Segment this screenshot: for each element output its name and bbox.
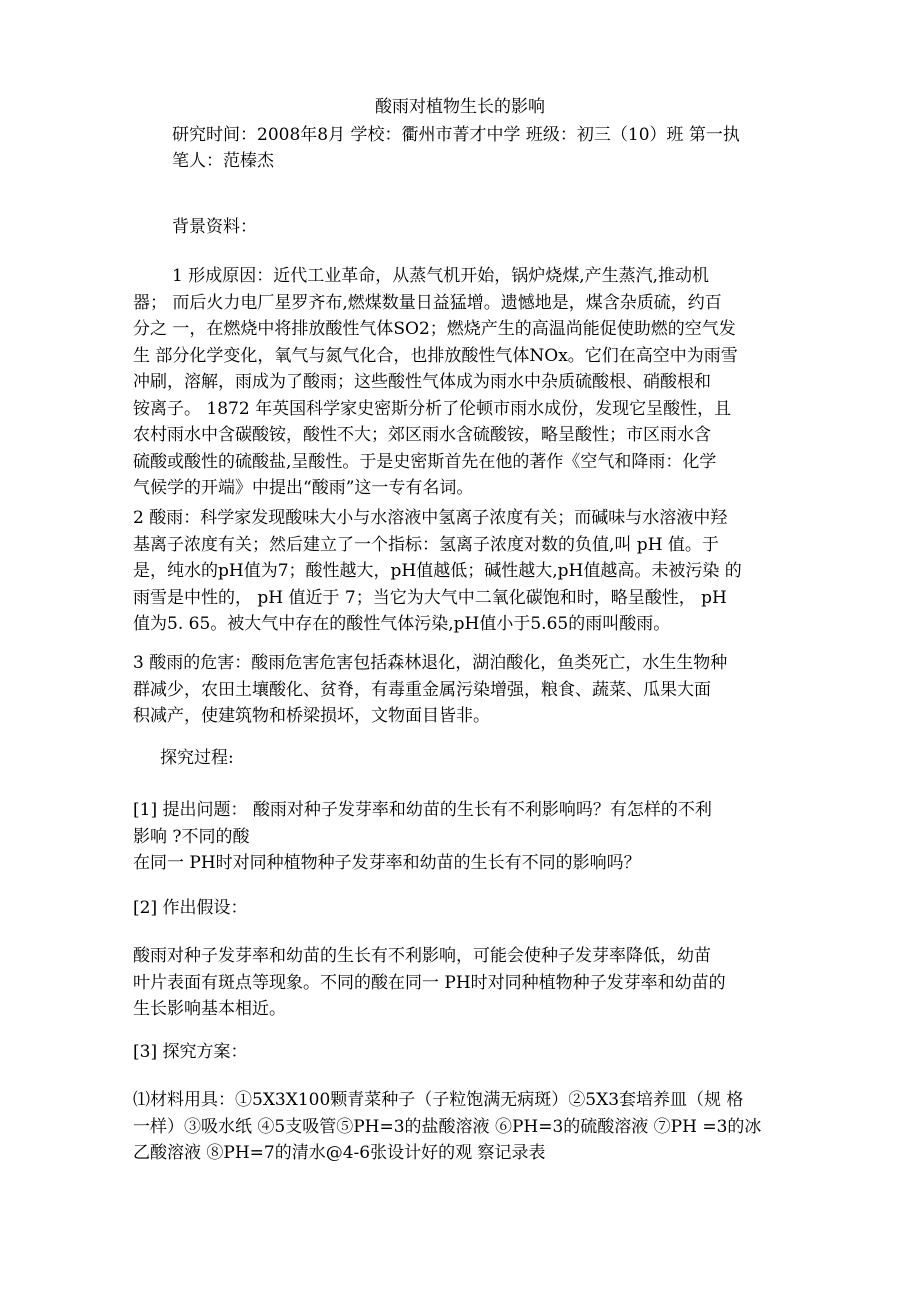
author-info-line-2: 笔人：范榛杰 (172, 151, 274, 171)
paragraph-line: 值为5. 65。被大气中存在的酸性气体污染,pH值小于5.65的雨叫酸雨。 (133, 614, 671, 634)
paragraph-line: 群减少，农田土壤酸化、贫脊，有毒重金属污染增强，粮食、蔬菜、瓜果大面 (133, 679, 711, 700)
paragraph-line: 影响 ?不同的酸 (133, 826, 250, 847)
paragraph-line: 2 酸雨：科学家发现酸味大小与水溶液中氢离子浓度有关；而碱味与水溶液中羟 (133, 508, 728, 528)
author-info-line-1: 研究时间：2008年8月 学校：衢州市菁才中学 班级：初三（10）班 第一执 (172, 125, 740, 145)
research-question-paragraph (133, 797, 793, 877)
paragraph-line: 是，纯水的pH值为7；酸性越大，pH值越低；碱性越大,pH值越高。未被污染 的 (133, 561, 742, 581)
materials-paragraph (133, 1087, 793, 1167)
paragraph-line: 基离子浓度有关；然后建立了一个指标：氢离子浓度对数的负值,叫 pH 值。于 (133, 534, 719, 555)
hypothesis-heading: [2] 作出假设： (133, 898, 248, 918)
paragraph-line: 器； 而后火力电厂星罗齐布,燃煤数量日益猛增。遗憾地是，煤含杂质硫，约百 (133, 292, 722, 313)
paragraph-line: 在同一 PH时对同种植物种子发芽率和幼苗的生长有不同的影响吗？ (133, 853, 641, 873)
process-heading: 探究过程: (160, 748, 234, 768)
paragraph-line: 铵离子。 1872 年英国科学家史密斯分析了伦顿市雨水成份，发现它呈酸性，且 (133, 398, 732, 419)
paragraph-line: 生 部分化学变化，氧气与氮气化合，也排放酸性气体NOx。它们在高空中为雨雪 (133, 345, 738, 366)
paragraph-line: 1 形成原因：近代工业革命，从蒸气机开始，锅炉烧煤,产生蒸汽,推动机 (172, 266, 710, 286)
paragraph-line: 分之 一，在燃烧中将排放酸性气体SO2；燃烧产生的高温尚能促使助燃的空气发 (133, 319, 736, 339)
paragraph-line: 冲刷，溶解，雨成为了酸雨；这些酸性气体成为雨水中杂质硫酸根、硝酸根和 (133, 372, 711, 392)
acid-rain-definition-paragraph (133, 505, 793, 638)
author-info (172, 122, 792, 174)
paragraph-line: ⑴材料用具：①5X3X100颗青菜种子（子粒饱满无病斑）②5X3套培养皿（规 格 (133, 1090, 744, 1110)
background-heading: 背景资料： (172, 217, 257, 237)
paragraph-line: 生长影响基本相近。 (133, 999, 286, 1019)
paragraph-line: 酸雨对种子发芽率和幼苗的生长有不利影响，可能会使种子发芽率降低，幼苗 (133, 946, 711, 966)
acid-rain-hazards-paragraph (133, 650, 793, 730)
paragraph-line: 乙酸溶液 ⑧PH=7的清水@4-6张设计好的观 察记录表 (133, 1143, 546, 1163)
formation-cause-paragraph (133, 263, 793, 502)
hypothesis-paragraph (133, 943, 793, 1023)
paragraph-line: [1] 提出问题： 酸雨对种子发芽率和幼苗的生长有不利影响吗？有怎样的不利 (133, 800, 712, 820)
paragraph-line: 气候学的开端》中提出“酸雨”这一专有名词。 (133, 478, 474, 498)
paragraph-line: 硫酸或酸性的硫酸盐,呈酸性。于是史密斯首先在他的著作《空气和降雨：化学 (133, 451, 717, 472)
paragraph-line: 一样）③吸水纸 ④5支吸管⑤PH=3的盐酸溶液 ⑥PH=3的硫酸溶液 ⑦PH =3的冰 (133, 1116, 762, 1137)
paragraph-line: 积减产，使建筑物和桥梁损坏，文物面目皆非。 (133, 706, 490, 726)
document-title: 酸雨对植物生长的影响 (375, 97, 545, 117)
paragraph-line: 3 酸雨的危害：酸雨危害危害包括森林退化，湖泊酸化，鱼类死亡，水生生物种 (133, 653, 728, 673)
paragraph-line: 雨雪是中性的， pH 值近于 7；当它为大气中二氧化碳饱和时，略呈酸性， pH (133, 587, 727, 608)
plan-heading: [3] 探究方案： (133, 1042, 248, 1062)
paragraph-line: 农村雨水中含碳酸铵，酸性不大；郊区雨水含硫酸铵，略呈酸性；市区雨水含 (133, 425, 711, 445)
paragraph-line: 叶片表面有斑点等现象。不同的酸在同一 PH时对同种植物种子发芽率和幼苗的 (133, 972, 726, 993)
